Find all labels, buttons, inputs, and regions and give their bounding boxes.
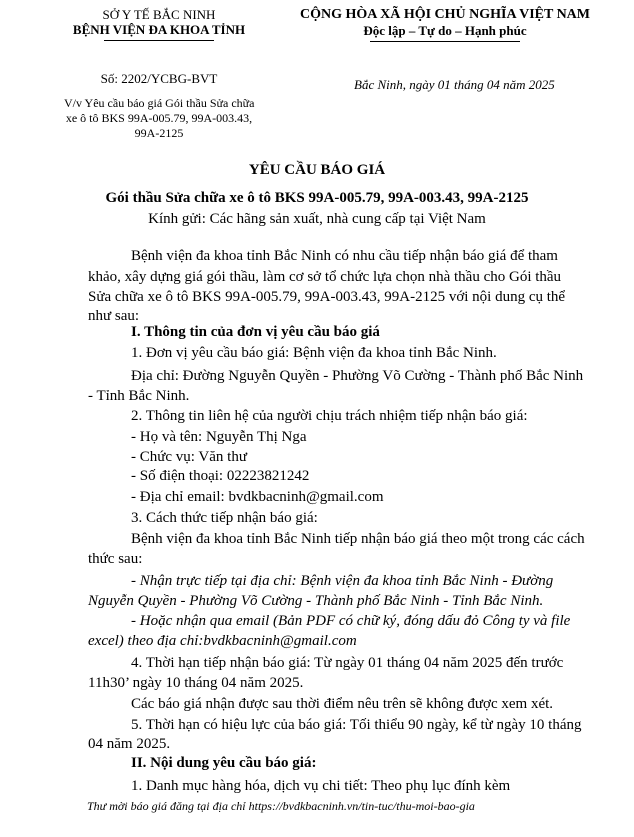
- document-title: YÊU CẦU BÁO GIÁ: [248, 162, 386, 178]
- item-1: 1. Đơn vị yêu cầu báo giá: Bệnh viện đa khoa tỉnh Bắc Ninh.: [131, 345, 497, 361]
- country-name: CỘNG HÒA XÃ HỘI CHỦ NGHĨA VIỆT NAM: [299, 7, 590, 22]
- motto-underline: [370, 41, 520, 42]
- package-title: Gói thầu Sửa chữa xe ô tô BKS 99A-005.79, 99A-003.43, 99A-2125: [105, 190, 529, 206]
- motto: Độc lập – Tự do – Hạnh phúc: [363, 23, 527, 38]
- receive-intro-line: Bệnh viện đa khoa tỉnh Bắc Ninh tiếp nhận báo giá theo một trong các cách: [131, 531, 585, 547]
- receive-direct-line: Nguyễn Quyền - Phường Võ Cường - Thành phố Bắc Ninh - Tỉnh Bắc Ninh.: [88, 593, 544, 609]
- place-date: Bắc Ninh, ngày 01 tháng 04 năm 2025: [354, 77, 555, 92]
- contact-name: - Họ và tên: Nguyễn Thị Nga: [131, 429, 307, 445]
- contact-phone: - Số điện thoại: 02223821242: [131, 468, 310, 484]
- section-2-item-1: 1. Danh mục hàng hóa, dịch vụ chi tiết: Theo phụ lục đính kèm: [131, 778, 511, 794]
- contact-role: - Chức vụ: Văn thư: [131, 449, 247, 465]
- org-parent: SỞ Y TẾ BẮC NINH: [102, 7, 216, 22]
- intro-line: khảo, xây dựng giá gói thầu, làm cơ sở tổ chức lựa chọn nhà thầu cho Gói thầu: [88, 269, 562, 285]
- address-line: - Tỉnh Bắc Ninh.: [88, 388, 190, 404]
- receive-email-line: - Hoặc nhận qua email (Bản PDF có chữ ký, đóng dấu đỏ Công ty và file: [131, 613, 571, 629]
- late-note: Các báo giá nhận được sau thời điểm nêu trên sẽ không được xem xét.: [131, 696, 554, 712]
- receive-email-line: excel) theo địa chỉ:bvdkbacninh@gmail.com: [88, 633, 357, 649]
- subject-line: xe ô tô BKS 99A-005.79, 99A-003.43,: [65, 111, 253, 125]
- receive-direct-line: - Nhận trực tiếp tại địa chỉ: Bệnh viện đa khoa tỉnh Bắc Ninh - Đường: [131, 573, 554, 589]
- org-name: BỆNH VIỆN ĐA KHOA TỈNH: [72, 22, 246, 37]
- subject-line: 99A-2125: [134, 126, 184, 140]
- item-5-line: 04 năm 2025.: [88, 736, 171, 752]
- subject-line: V/v Yêu cầu báo giá Gói thầu Sửa chữa: [64, 96, 255, 110]
- section-1-heading: I. Thông tin của đơn vị yêu cầu báo giá: [131, 324, 380, 340]
- item-4-line: 4. Thời hạn tiếp nhận báo giá: Từ ngày 01 tháng 04 năm 2025 đến trước: [131, 655, 564, 671]
- item-5-line: 5. Thời hạn có hiệu lực của báo giá: Tối thiểu 90 ngày, kể từ ngày 10 tháng: [131, 717, 582, 733]
- item-2: 2. Thông tin liên hệ của người chịu trách nhiệm tiếp nhận báo giá:: [131, 408, 528, 424]
- receive-intro-line: thức sau:: [88, 551, 143, 567]
- section-2-heading: II. Nội dung yêu cầu báo giá:: [131, 755, 317, 771]
- doc-number: Số: 2202/YCBG-BVT: [100, 71, 218, 86]
- intro-line: Sửa chữa xe ô tô BKS 99A-005.79, 99A-003.43, 99A-2125 với nội dung cụ thể: [88, 289, 566, 305]
- item-3: 3. Cách thức tiếp nhận báo giá:: [131, 510, 318, 526]
- item-4-line: 11h30’ ngày 10 tháng 04 năm 2025.: [88, 675, 304, 691]
- recipient-line: Kính gửi: Các hãng sản xuất, nhà cung cấp tại Việt Nam: [148, 211, 486, 227]
- address-line: Địa chỉ: Đường Nguyễn Quyền - Phường Võ Cường - Thành phố Bắc Ninh: [131, 368, 584, 384]
- org-underline: [104, 40, 214, 41]
- footer-note: Thư mời báo giá đăng tại địa chỉ https://bvdkbacninh.vn/tin-tuc/thu-moi-bao-gia: [87, 799, 475, 813]
- contact-email: - Địa chỉ email: bvdkbacninh@gmail.com: [131, 489, 384, 505]
- intro-line: Bệnh viện đa khoa tỉnh Bắc Ninh có nhu cầu tiếp nhận báo giá để tham: [131, 248, 558, 264]
- intro-line: như sau:: [88, 308, 140, 324]
